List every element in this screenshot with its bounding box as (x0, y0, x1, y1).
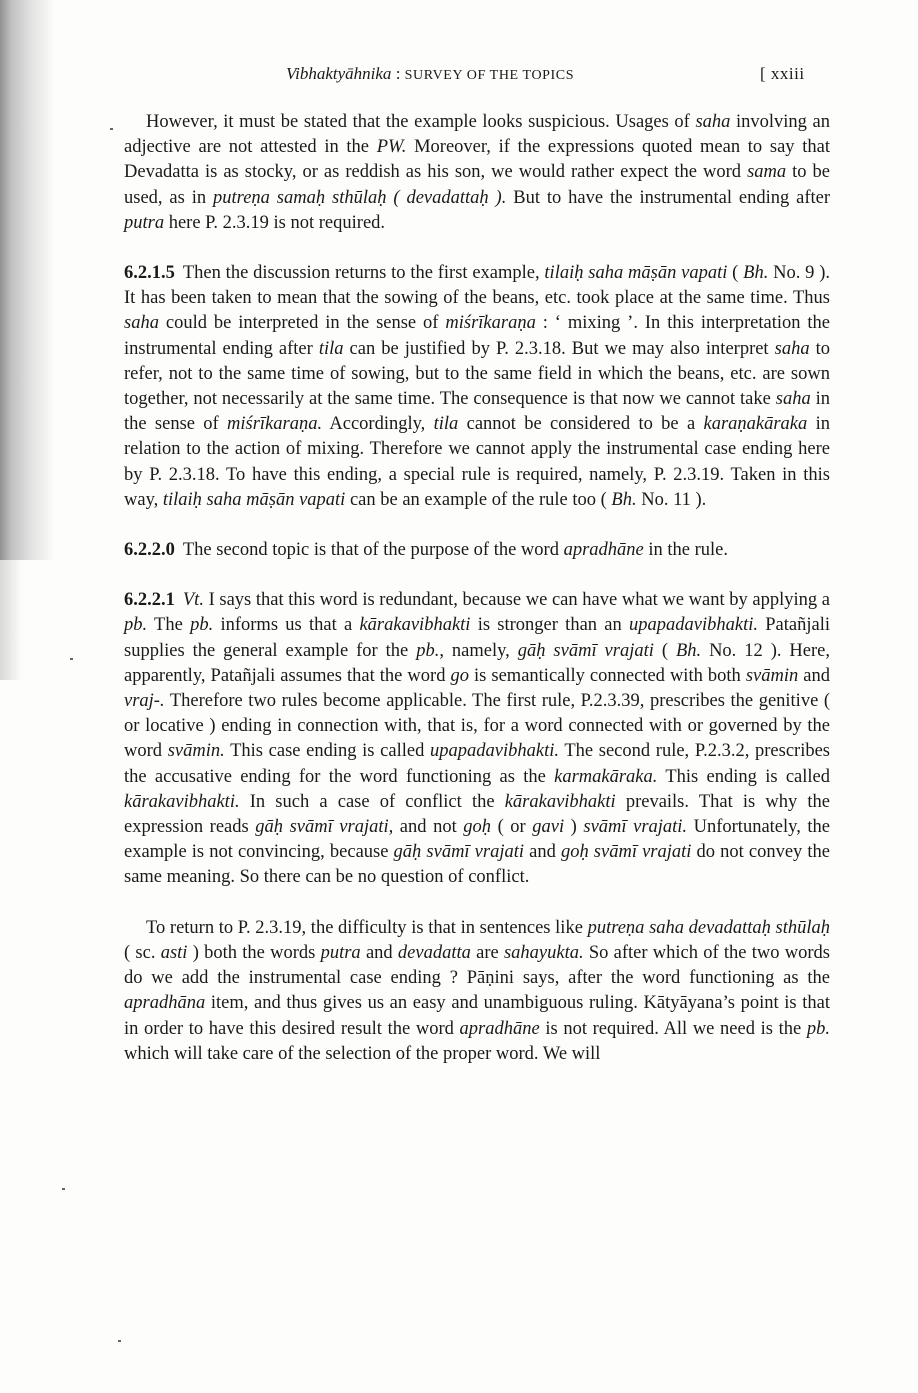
header-title-caps: SURVEY OF THE TOPICS (404, 68, 575, 83)
paragraph-text: Vt. I says that this word is redundant, because we can have what we want by applying a pb. The pb. informs us that a kārakavibhakti is stronger than an upapadavibhakti. Patañjali supplies the general example for the pb., namely, gāḥ svāmī vrajati ( Bh. No. 12 ). Here, apparently, Patañjali assumes that the word go is semantically connected with both svāmin and vraj-. Therefore two rules become applicable. The first rule, P.2.3.39, prescribes the genitive ( or locative ) ending in connection with, that is, for a word connected with or governed by the word svāmin. This case ending is called upapadavibhakti. The second rule, P.2.3.2, prescribes the accusative ending for the word functioning as the karmakāraka. This ending is called kārakavibhakti. In such a case of conflict the kārakavibhakti prevails. That is why the expression reads gāḥ svāmī vrajati, and not goḥ ( or gavi ) svāmī vrajati. Unfortunately, the example is not convincing, because gāḥ svāmī vrajati and goḥ svāmī vrajati do not convey the same meaning. So there can be no question of conflict. (124, 590, 831, 888)
paragraph-text: Then the discussion returns to the first example, tilaiḥ saha māṣān vapati ( Bh. No. 9 ). It has been taken to mean that the sowing of the beans, etc. took place at the same time. Thus saha could be interpreted in the sense of miśrīkaraṇa : ‘ mixing ’. In this interpretation the instrumental ending after tila can be justified by P. 2.3.18. But we may also interpret saha to refer, not to the same time of sowing, but to the same field in which the beans, etc. are sown together, not necessarily at the same time. The consequence is that now we cannot take saha in the sense of miśrīkaraṇa. Accordingly, tila cannot be considered to be a karaṇakāraka in relation to the action of mixing. Therefore we cannot apply the instrumental case ending here by P. 2.3.18. To have this ending, a special rule is required, namely, P. 2.3.19. Taken in this way, tilaiḥ saha māṣān vapati can be an example of the rule too ( Bh. No. 11 ). (124, 263, 831, 510)
margin-speck (70, 658, 73, 660)
paragraph (124, 110, 830, 236)
paragraph (124, 261, 830, 513)
margin-speck (118, 1340, 121, 1342)
margin-speck (110, 128, 113, 130)
header-title-italic: Vibhaktyāhnika (286, 64, 392, 83)
header-title-separator: : (391, 64, 405, 83)
page-binding-shadow-lower (0, 560, 22, 680)
paragraph (124, 588, 830, 890)
paragraph (124, 538, 830, 563)
section-number: 6.2.2.0 (124, 540, 175, 561)
page-number: [ xxiii (760, 64, 805, 83)
section-number: 6.2.1.5 (124, 263, 175, 284)
paragraph (124, 916, 830, 1067)
running-header (0, 64, 918, 88)
margin-speck (62, 1188, 65, 1190)
header-title (286, 64, 574, 84)
paragraph-text: To return to P. 2.3.19, the difficulty is that in sentences like putreṇa saha devadattaḥ sthūlaḥ ( sc. asti ) both the words putra and devadatta are sahayukta. So after which of the two words do we add the instrumental case ending ? Pāṇini says, after the word functioning as the apradhāna item, and thus gives us an easy and unambiguous ruling. Kātyāyana’s point is that in order to have this desired result the word apradhāne is not required. All we need is the pb. which will take care of the selection of the proper word. We will (124, 917, 831, 1064)
paragraph-text: The second topic is that of the purpose of the word apradhāne in the rule. (182, 540, 729, 561)
section-number: 6.2.2.1 (124, 590, 175, 611)
page-body (124, 110, 830, 1067)
paragraph-text: However, it must be stated that the example looks suspicious. Usages of saha involving an adjective are not attested in the PW. Moreover, if the expressions quoted mean to say that Devadatta is as stocky, or as reddish as his son, we would rather expect the word sama to be used, as in putreṇa samaḥ sthūlaḥ ( devadattaḥ ). But to have the instrumental ending after putra here P. 2.3.19 is not required. (124, 112, 830, 233)
